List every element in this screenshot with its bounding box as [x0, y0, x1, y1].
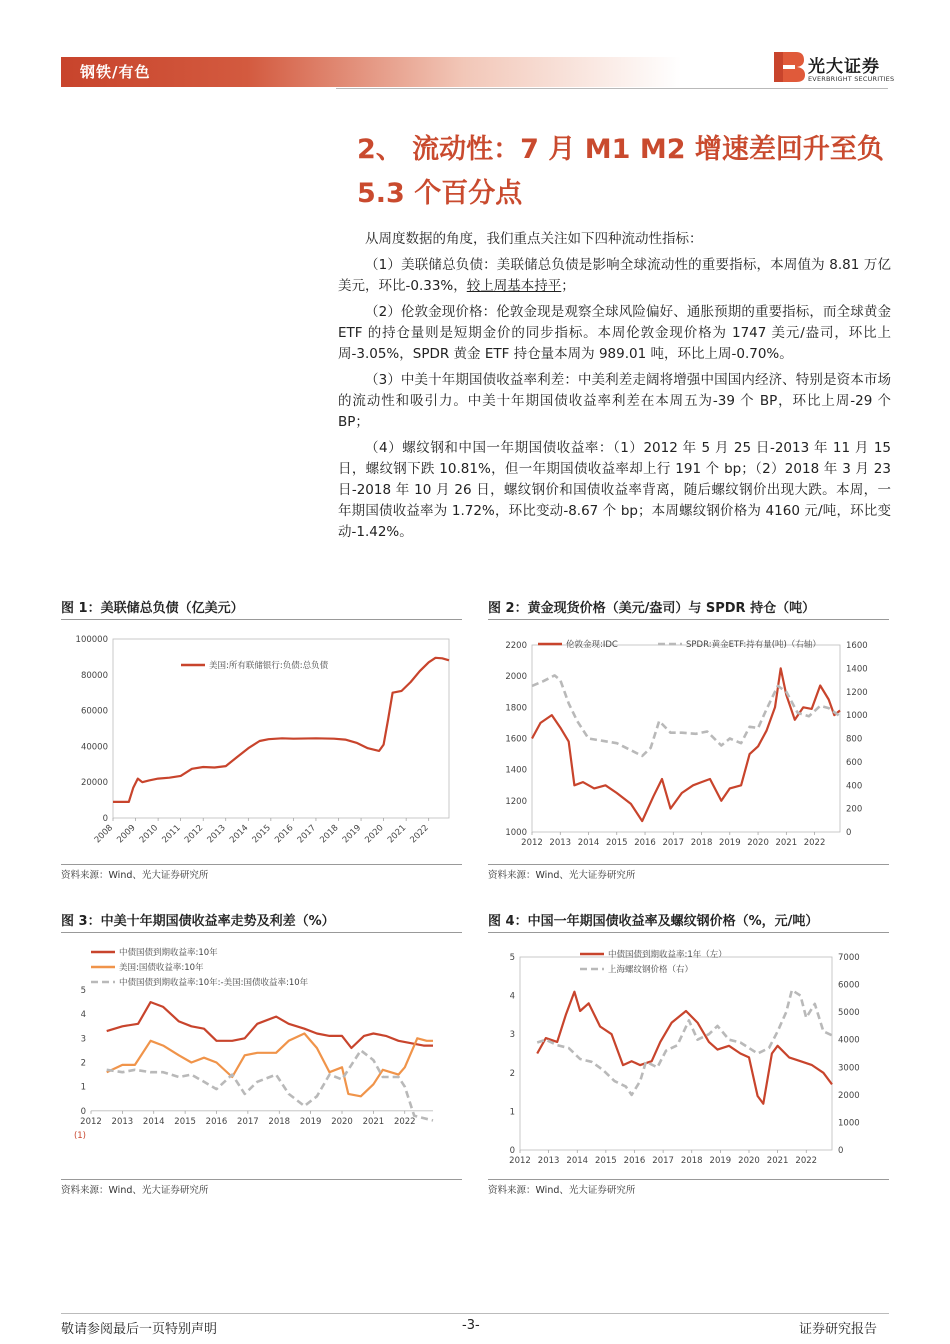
- y-tick-label: 5: [80, 986, 86, 996]
- x-tick-label: 2021: [362, 1116, 385, 1127]
- x-tick-label: 2018: [680, 1156, 703, 1166]
- legend-label: 伦敦金现:IDC: [566, 640, 618, 650]
- y-tick-label-right: 3000: [838, 1063, 860, 1074]
- x-tick-label: 2014: [142, 1116, 165, 1127]
- body-text: [338, 229, 891, 548]
- footer-report-type: 证券研究报告: [799, 1322, 878, 1337]
- figure-3-source: 资料来源：Wind、光大证券研究所: [61, 1185, 209, 1196]
- x-tick-label: 2016: [623, 1156, 646, 1166]
- x-tick-label: 2011: [160, 823, 183, 846]
- figure-1-chart: [61, 625, 462, 863]
- legend-label: 美国:所有联储银行:负债:总负债: [209, 661, 329, 671]
- y-tick-label-right: 5000: [838, 1008, 860, 1019]
- x-tick-label: 2015: [595, 1156, 617, 1166]
- paragraph-text: （2）伦敦金现价格：伦敦金现是观察全球风险偏好、通胀预期的重要指标，而全球黄金 ETF 的持仓量则是短期金价的同步指标。本周伦敦金现价格为 1747 美元/盎司，环比上周-3.05%，SPDR 黄金 ETF 持仓量本周为 989.01 吨，环比上周-0.70%。: [338, 304, 891, 362]
- y-tick-label: 0: [102, 814, 108, 824]
- x-tick-label: 2012: [521, 838, 543, 848]
- x-tick-label: 2017: [237, 1116, 259, 1127]
- x-tick-label: 2015: [605, 838, 628, 848]
- y-tick-label: 3: [509, 1030, 515, 1041]
- y-tick-label: (1): [73, 1131, 86, 1141]
- x-tick-label: 2022: [393, 1116, 416, 1127]
- page-number: -3-: [462, 1318, 480, 1333]
- x-tick-label: 2017: [652, 1156, 674, 1166]
- figure-2-source: 资料来源：Wind、光大证券研究所: [488, 870, 636, 881]
- y-tick-label: 0: [509, 1146, 515, 1156]
- x-tick-label: 2022: [803, 838, 826, 848]
- x-tick-label: 2012: [80, 1116, 102, 1127]
- x-tick-label: 2012: [182, 823, 206, 846]
- footer-rule: [61, 1313, 889, 1314]
- x-tick-label: 2020: [363, 823, 386, 846]
- y-tick-label: 1800: [505, 703, 527, 714]
- y-tick-label: 20000: [80, 778, 108, 789]
- x-tick-label: 2020: [747, 838, 769, 848]
- figure-4-title: 图 4：中国一年期国债收益率及螺纹钢价格（%，元/吨）: [488, 914, 819, 929]
- y-tick-label: 1400: [505, 765, 527, 776]
- y-tick-label-right: 1400: [846, 664, 868, 675]
- paragraph-text: 从周度数据的角度，我们重点关注如下四种流动性指标：: [365, 231, 703, 247]
- figure-1-rule: [61, 619, 462, 620]
- paragraph-text: （1）美联储总负债：美联储总负债是影响全球流动性的重要指标，本周值为 8.81 万亿美元，环比-0.33%，: [338, 257, 891, 294]
- x-tick-label: 2019: [340, 823, 364, 846]
- series-line-2: [107, 1050, 433, 1120]
- y-tick-label: 2000: [505, 672, 527, 683]
- figure-2-title: 图 2：黄金现货价格（美元/盎司）与 SPDR 持仓（吨）: [488, 601, 816, 616]
- paragraph-fed: [338, 255, 891, 297]
- y-tick-label: 3: [80, 1034, 86, 1045]
- paragraph-spread: [338, 370, 891, 433]
- x-tick-label: 2017: [295, 823, 319, 846]
- y-tick-label: 60000: [80, 706, 108, 717]
- y-tick-label: 5: [509, 953, 515, 963]
- figure-1-title: 图 1：美联储总负债（亿美元）: [61, 601, 244, 616]
- x-tick-label: 2016: [273, 823, 296, 846]
- x-tick-label: 2019: [299, 1116, 322, 1127]
- x-tick-label: 2018: [268, 1116, 291, 1127]
- figure-4-rule-bottom: [488, 1179, 889, 1180]
- series-line-0: [107, 1002, 433, 1048]
- header-tag: 钢铁/有色: [80, 63, 151, 81]
- x-tick-label: 2019: [718, 838, 741, 848]
- x-tick-label: 2009: [115, 823, 138, 846]
- x-tick-label: 2016: [634, 838, 656, 848]
- x-tick-label: 2016: [205, 1116, 228, 1127]
- y-tick-label-right: 200: [846, 804, 863, 815]
- legend-label: 中债国债到期收益率:10年: [119, 948, 218, 958]
- x-tick-label: 2022: [408, 823, 431, 846]
- x-tick-label: 2013: [111, 1116, 134, 1127]
- paragraph-rebar: [338, 438, 891, 543]
- x-tick-label: 2013: [549, 838, 572, 848]
- x-tick-label: 2012: [509, 1156, 531, 1166]
- paragraph-intro: [338, 229, 891, 250]
- y-tick-label: 40000: [80, 742, 108, 753]
- figure-2-rule-bottom: [488, 864, 889, 865]
- x-tick-label: 2021: [766, 1156, 789, 1166]
- section-title: 2、 流动性：7 月 M1 M2 增速差回升至负 5.3 个百分点: [357, 134, 884, 209]
- legend-label: 美国:国债收益率:10年: [119, 963, 204, 973]
- x-tick-label: 2017: [662, 838, 685, 848]
- figure-1-source: 资料来源：Wind、光大证券研究所: [61, 870, 209, 881]
- y-tick-label-right: 0: [838, 1146, 844, 1156]
- series-line-0: [113, 658, 449, 802]
- y-tick-label: 0: [80, 1106, 86, 1117]
- x-tick-label: 2020: [331, 1116, 353, 1127]
- x-tick-label: 2021: [385, 823, 409, 846]
- y-tick-label: 2: [509, 1068, 515, 1079]
- x-tick-label: 2020: [738, 1156, 760, 1166]
- paragraph-tail: ；: [561, 278, 575, 294]
- underlined-text: 较上周基本持平: [466, 278, 562, 294]
- x-tick-label: 2014: [566, 1156, 589, 1166]
- figure-4-chart: [488, 938, 889, 1178]
- y-tick-label-right: 1000: [846, 711, 868, 722]
- y-tick-label-right: 800: [846, 734, 863, 745]
- y-tick-label: 1: [509, 1107, 515, 1118]
- y-tick-label-right: 600: [846, 757, 863, 768]
- logo-name: 光大证券: [808, 57, 880, 77]
- figure-4-rule: [488, 932, 889, 933]
- header-band: [61, 57, 681, 87]
- legend-label: SPDR:黄金ETF:持有量(吨)（右轴）: [686, 640, 821, 650]
- x-tick-label: 2014: [228, 823, 251, 846]
- y-tick-label: 1600: [505, 734, 527, 745]
- x-tick-label: 2021: [775, 838, 798, 848]
- y-tick-label: 4: [80, 1010, 86, 1021]
- header-rule: [336, 88, 888, 89]
- x-tick-label: 2015: [250, 823, 273, 846]
- y-tick-label: 1: [80, 1082, 86, 1093]
- figure-2-rule: [488, 619, 889, 620]
- y-tick-label: 2200: [505, 641, 527, 651]
- y-tick-label: 1000: [505, 828, 527, 838]
- x-tick-label: 2018: [318, 823, 341, 846]
- y-tick-label-right: 6000: [838, 980, 860, 991]
- y-tick-label: 80000: [80, 670, 108, 681]
- figure-3-chart: [61, 938, 462, 1178]
- figure-3-title: 图 3：中美十年期国债收益率走势及利差（%）: [61, 914, 335, 929]
- x-tick-label: 2014: [577, 838, 600, 848]
- y-tick-label-right: 2000: [838, 1090, 860, 1101]
- x-tick-label: 2018: [690, 838, 713, 848]
- legend-label: 上海螺纹钢价格（右）: [608, 965, 694, 975]
- paragraph-gold: [338, 302, 891, 365]
- legend-label: 中债国债到期收益率:10年:-美国:国债收益率:10年: [119, 978, 309, 988]
- y-tick-label-right: 1200: [846, 687, 868, 698]
- logo-subtitle: EVERBRIGHT SECURITIES: [808, 75, 895, 83]
- y-tick-label: 2: [80, 1058, 86, 1069]
- y-tick-label: 4: [509, 991, 515, 1002]
- x-tick-label: 2013: [205, 823, 228, 846]
- paragraph-text: （3）中美十年期国债收益率利差：中美利差走阔将增强中国国内经济、特别是资本市场的流动性和吸引力。中美十年期国债收益率利差在本周五为-39 个 BP，环比上周-29 个 BP；: [338, 372, 891, 430]
- y-tick-label: 100000: [75, 635, 108, 645]
- figure-3-rule: [61, 932, 462, 933]
- series-line-0: [532, 668, 840, 821]
- y-tick-label-right: 400: [846, 781, 863, 792]
- figure-1-rule-bottom: [61, 864, 462, 865]
- series-line-1: [107, 1034, 433, 1097]
- footer-disclaimer-link[interactable]: 敬请参阅最后一页特别声明: [61, 1322, 218, 1337]
- paragraph-text: （4）螺纹钢和中国一年期国债收益率：（1）2012 年 5 月 25 日-2013 年 11 月 15 日，螺纹钢下跌 10.81%，但一年期国债收益率却上行 191 个 bp；（2）2018 年 3 月 23 日-2018 年 10 月 26 日，螺纹钢价和国债收益率背离，随后螺纹钢价出现大跌。本周，一年期国债收益率为 1.72%，环比变动-8.67 个 bp；本周螺纹钢价格为 4160 元/吨，环比变动-1.42%。: [338, 440, 891, 540]
- y-tick-label: 1200: [505, 796, 527, 807]
- figure-2-chart: [488, 625, 889, 863]
- y-tick-label-right: 7000: [838, 953, 860, 963]
- y-tick-label-right: 1000: [838, 1118, 860, 1129]
- y-tick-label-right: 1600: [846, 641, 868, 651]
- x-tick-label: 2010: [137, 823, 161, 846]
- x-tick-label: 2019: [709, 1156, 732, 1166]
- x-tick-label: 2015: [174, 1116, 196, 1127]
- plot-frame: [532, 645, 840, 832]
- x-tick-label: 2013: [537, 1156, 560, 1166]
- series-line-1: [537, 990, 832, 1095]
- x-tick-label: 2022: [795, 1156, 818, 1166]
- y-tick-label-right: 0: [846, 828, 852, 838]
- x-tick-label: 2008: [92, 823, 116, 846]
- legend-label: 中债国债到期收益率:1年（左）: [608, 950, 727, 960]
- figure-3-rule-bottom: [61, 1179, 462, 1180]
- y-tick-label-right: 4000: [838, 1035, 860, 1046]
- figure-4-source: 资料来源：Wind、光大证券研究所: [488, 1185, 636, 1196]
